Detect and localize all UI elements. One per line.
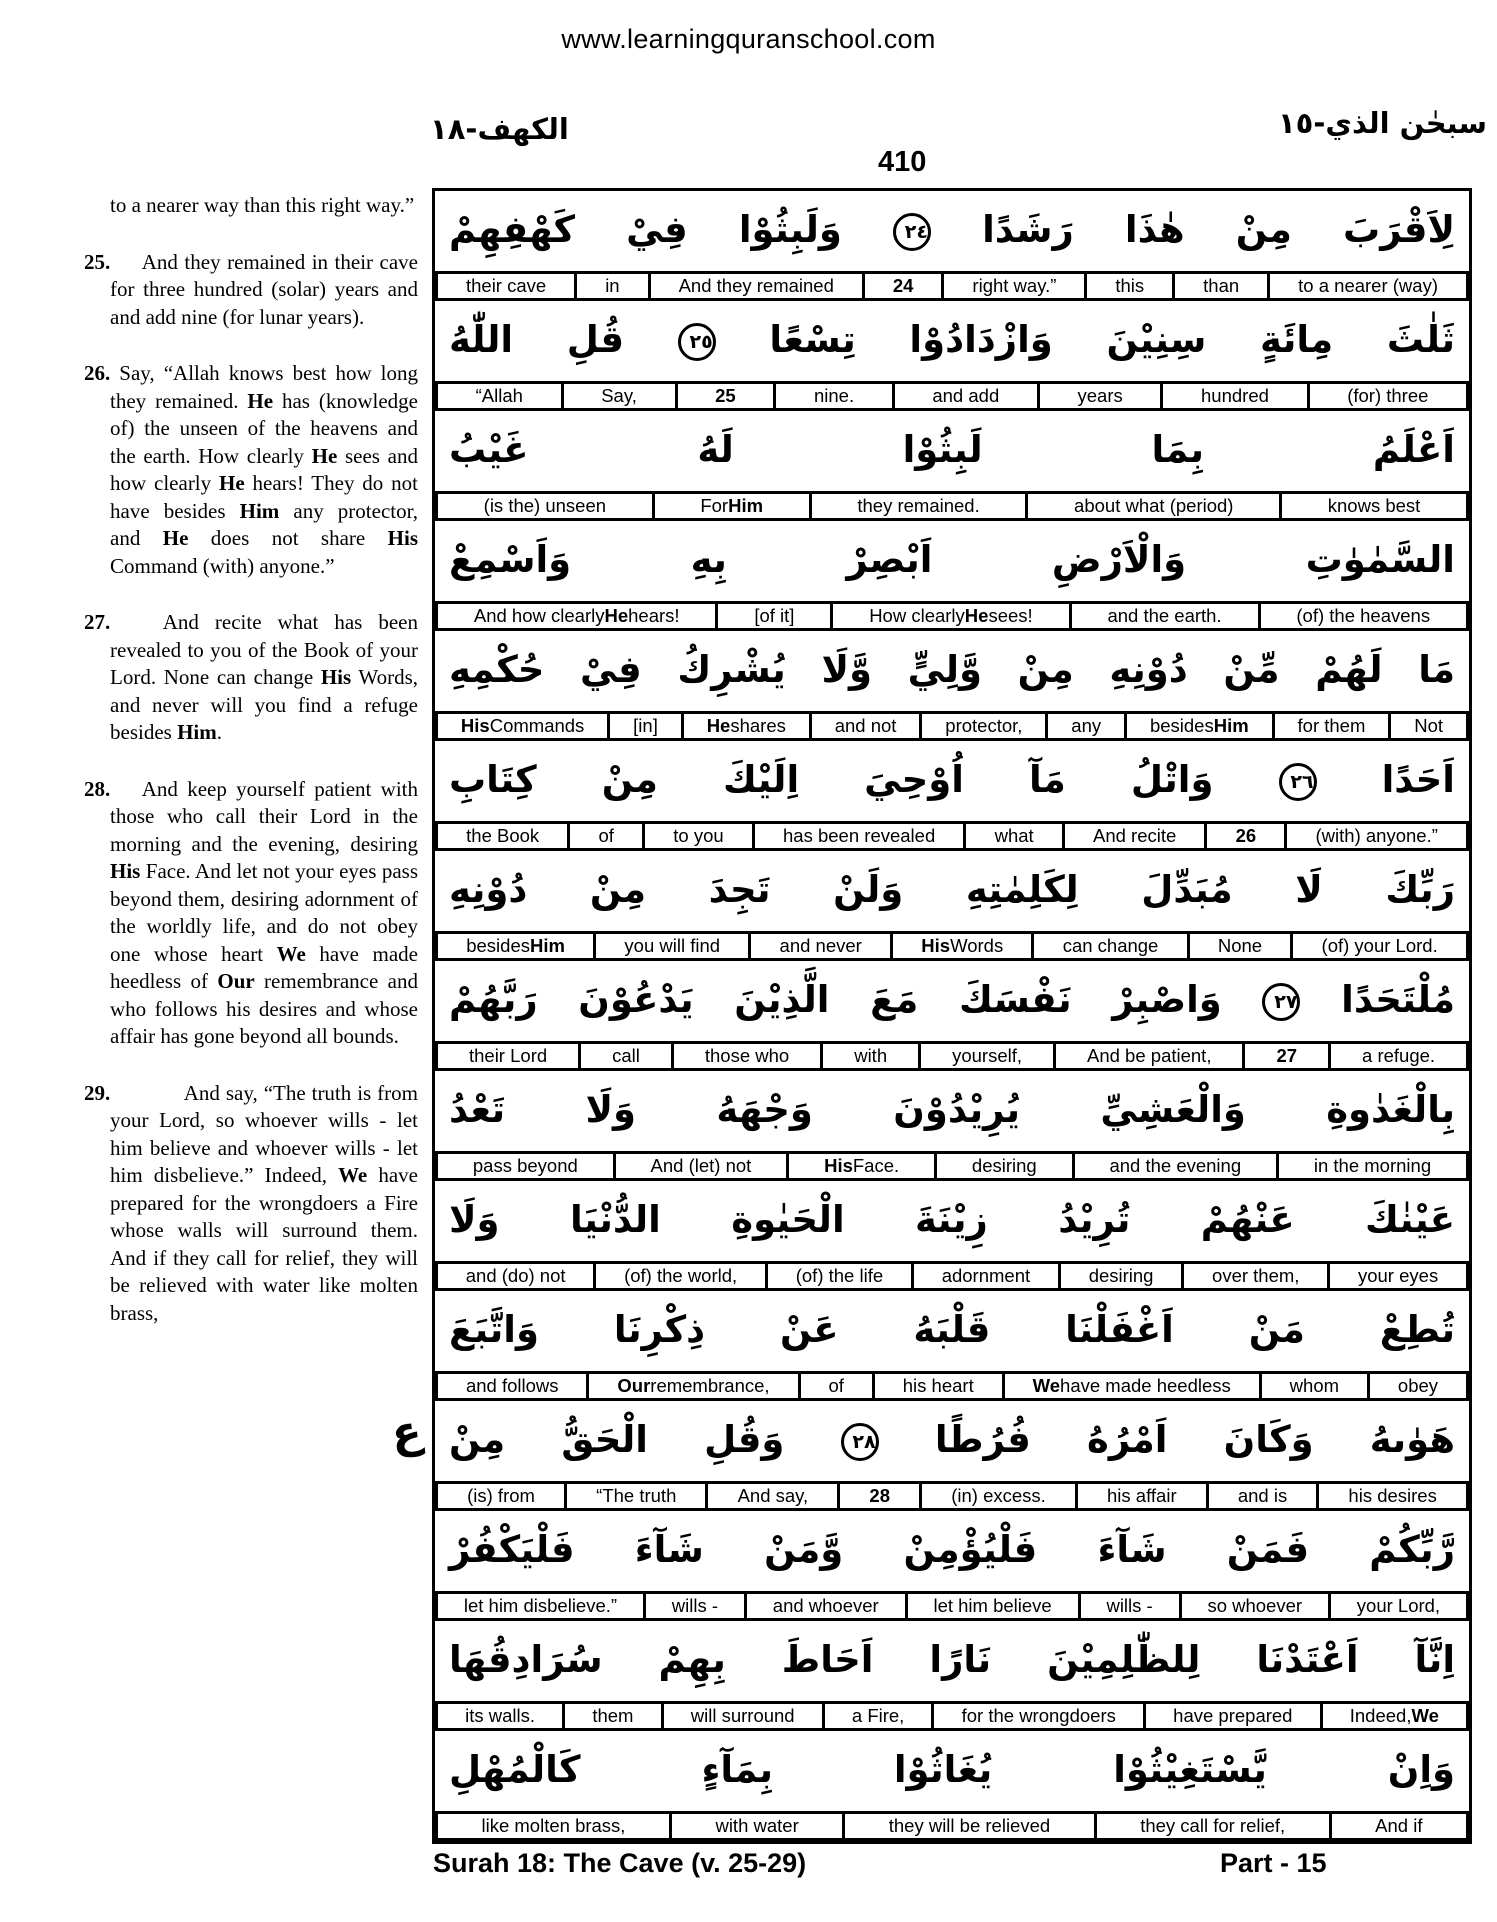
translation-cell: For Him	[652, 491, 812, 521]
translation-cell: desiring	[934, 1151, 1075, 1181]
translation-cell: over them,	[1181, 1261, 1330, 1291]
translation-cell: [in]	[607, 711, 684, 741]
footer-part-label: Part - 15	[1220, 1848, 1327, 1878]
translation-cell: (of) the heavens	[1258, 601, 1469, 631]
translation-cell: they call for relief,	[1094, 1811, 1332, 1841]
arabic-verse-line: اِنَّآ اَعْتَدْنَا لِلظّٰلِمِيْنَ نَارًا اَحَاطَ بِهِمْ سُرَادِقُهَا	[449, 1638, 1455, 1681]
translation-cell: for the wrongdoers	[931, 1701, 1146, 1731]
arabic-verse-line: اَحَدًا ٢٦ وَاتْلُ مَآ اُوْحِيَ اِلَيْكَ مِنْ كِتَابِ	[449, 758, 1455, 801]
translation-cell: in	[574, 271, 650, 301]
translation-cell: [of it]	[715, 601, 833, 631]
verse-paragraph: 26. Say, “Allah knows best how long they remained. He has (knowledge of) the unseen of the heavens and the earth. How clearly He sees and how clearly He hears! They do not have besides Him any protector, and He does not share His Command (with) anyone.”	[84, 361, 419, 578]
translation-row	[435, 1151, 1469, 1181]
translation-row	[435, 381, 1469, 411]
translation-cell: they remained.	[809, 491, 1029, 521]
translation-cell: let him believe	[905, 1591, 1081, 1621]
translation-cell: like molten brass,	[435, 1811, 672, 1841]
translation-row	[435, 711, 1469, 741]
translation-cell: (with) anyone.”	[1284, 821, 1469, 851]
arabic-verse-line: لِاَقْرَبَ مِنْ هٰذَا رَشَدًا ٢٤ وَلَبِثُوْا فِيْ كَهْفِهِمْ	[449, 208, 1456, 251]
translation-cell: his affair	[1075, 1481, 1209, 1511]
translation-row	[435, 1591, 1469, 1621]
word-by-word-table	[432, 188, 1472, 1844]
translation-cell: and never	[748, 931, 893, 961]
arabic-verse-line: ثَلٰثَ مِائَةٍ سِنِيْنَ وَازْدَادُوْا تِسْعًا ٢٥ قُلِ اللّٰهُ	[449, 318, 1455, 361]
footer-surah-label: Surah 18: The Cave (v. 25-29)	[433, 1848, 807, 1878]
translation-cell: so whoever	[1179, 1591, 1331, 1621]
translation-cell: pass beyond	[435, 1151, 616, 1181]
translation-cell: 27	[1242, 1041, 1331, 1071]
header-page-number: 410	[878, 146, 927, 178]
translation-row	[435, 931, 1469, 961]
header-surah-name-arabic: الكهف-١٨	[430, 112, 569, 146]
arabic-verse-line: عَيْنٰكَ عَنْهُمْ تُرِيْدُ زِيْنَةَ الْحَيٰوةِ الدُّنْيَا وَلَا	[449, 1198, 1455, 1241]
translation-row	[435, 491, 1469, 521]
translation-cell: to you	[642, 821, 755, 851]
translation-cell: Say,	[561, 381, 678, 411]
translation-cell: Our remembrance,	[586, 1371, 800, 1401]
translation-cell: let him disbelieve.”	[435, 1591, 646, 1621]
translation-cell: wills -	[1078, 1591, 1182, 1621]
translation-cell: 28	[837, 1481, 922, 1511]
translation-cell: have prepared	[1143, 1701, 1323, 1731]
arabic-verse-line: وَاِنْ يَّسْتَغِيْثُوْا يُغَاثُوْا بِمَآءٍ كَالْمُهْلِ	[449, 1748, 1455, 1791]
verse-paragraph: 28. And keep yourself patient with those who call their Lord in the morning and the evening, desiring His Face. And let not your eyes pass beyond them, desiring adornment of the worldly life, and do not obey one whose heart We have made heedless of Our remembrance and who follows his desires and whose affair has gone beyond all bounds.	[84, 776, 418, 1048]
translation-cell: and the earth.	[1069, 601, 1261, 631]
translation-cell: His Words	[890, 931, 1034, 961]
translation-cell: hundred	[1160, 381, 1309, 411]
translation-cell: of	[567, 821, 645, 851]
translation-cell: and is	[1206, 1481, 1320, 1511]
translation-cell: in the morning	[1276, 1151, 1469, 1181]
translation-cell: their cave	[435, 271, 577, 301]
translation-row	[435, 1701, 1469, 1731]
verse-number-circle: ٢٦	[1279, 763, 1317, 801]
translation-cell: None	[1187, 931, 1294, 961]
translation-cell: can change	[1031, 931, 1189, 961]
translation-cell: right way.”	[941, 271, 1087, 301]
translation-cell: his heart	[872, 1371, 1005, 1401]
translation-cell: you will find	[593, 931, 751, 961]
translation-row	[435, 1371, 1469, 1401]
translation-cell: with water	[669, 1811, 845, 1841]
verse-number-circle: ٢٤	[893, 213, 931, 251]
translation-cell: 25	[675, 381, 777, 411]
translation-cell: (for) three	[1307, 381, 1469, 411]
translation-row	[435, 1481, 1469, 1511]
verse-paragraph: 29. And say, “The truth is from your Lord, so whoever wills - let him believe and whoever wills - let him disbelieve.” Indeed, We have prepared for the wrongdoers a Fire whose walls will surround them. And if they call for relief, they will be relieved with water like molten brass,	[84, 1080, 418, 1325]
translation-cell: they will be relieved	[842, 1811, 1096, 1841]
translation-cell: than	[1172, 271, 1270, 301]
translation-cell: And how clearly He hears!	[435, 601, 718, 631]
translation-cell: and follows	[435, 1371, 589, 1401]
verse-number-circle: ٢٨	[841, 1423, 879, 1461]
translation-row	[435, 1041, 1469, 1071]
translation-cell: and add	[892, 381, 1040, 411]
translation-column	[84, 192, 418, 1356]
verse-paragraph: to a nearer way than this right way.”	[110, 193, 415, 217]
translation-cell: has been revealed	[752, 821, 967, 851]
translation-cell: knows best	[1279, 491, 1469, 521]
arabic-verse-line: مُلْتَحَدًا ٢٧ وَاصْبِرْ نَفْسَكَ مَعَ الَّذِيْنَ يَدْعُوْنَ رَبَّهُمْ	[449, 978, 1455, 1021]
translation-cell: He shares	[681, 711, 812, 741]
translation-cell: His Commands	[435, 711, 610, 741]
translation-cell: this	[1084, 271, 1175, 301]
translation-cell: (is) from	[435, 1481, 567, 1511]
translation-cell: their Lord	[435, 1041, 581, 1071]
translation-cell: and (do) not	[435, 1261, 596, 1291]
translation-cell: (is the) unseen	[435, 491, 655, 521]
translation-cell: Indeed, We	[1320, 1701, 1469, 1731]
arabic-verse-line: السَّمٰوٰتِ وَالْاَرْضِ اَبْصِرْ بِهِ وَاَسْمِعْ	[449, 538, 1455, 581]
translation-cell: Not	[1388, 711, 1469, 741]
verse-number-circle: ٢٥	[678, 323, 716, 361]
translation-cell: And they remained	[648, 271, 865, 301]
translation-cell: for them	[1272, 711, 1392, 741]
translation-cell: obey	[1367, 1371, 1469, 1401]
translation-cell: protector,	[919, 711, 1048, 741]
translation-cell: with	[820, 1041, 921, 1071]
translation-cell: whom	[1259, 1371, 1370, 1401]
translation-cell: And say,	[705, 1481, 840, 1511]
arabic-verse-line: اَعْلَمُ بِمَا لَبِثُوْا لَهُ غَيْبُ	[449, 428, 1455, 471]
translation-cell: We have made heedless	[1002, 1371, 1262, 1401]
verse-number-circle: ٢٧	[1262, 983, 1300, 1021]
translation-cell: your eyes	[1327, 1261, 1469, 1291]
translation-cell: a refuge.	[1328, 1041, 1469, 1071]
arabic-verse-line: مَا لَهُمْ مِّنْ دُوْنِهِ مِنْ وَّلِيٍّ وَّلَا يُشْرِكُ فِيْ حُكْمِهِ	[449, 648, 1455, 691]
translation-cell: of	[798, 1371, 875, 1401]
translation-cell: your Lord,	[1328, 1591, 1469, 1621]
translation-cell: about what (period)	[1025, 491, 1282, 521]
translation-cell: them	[562, 1701, 663, 1731]
header-juz-name-arabic: سبحٰن الذي-١٥	[1277, 106, 1487, 140]
translation-cell: a Fire,	[822, 1701, 935, 1731]
translation-row	[435, 1261, 1469, 1291]
translation-cell: the Book	[435, 821, 570, 851]
translation-cell: And if	[1329, 1811, 1469, 1841]
arabic-verse-line: هَوٰىهُ وَكَانَ اَمْرُهُ فُرُطًا ٢٨ وَقُلِ الْحَقُّ مِنْ	[449, 1418, 1455, 1461]
translation-cell: and not	[809, 711, 923, 741]
arabic-verse-line: رَّبِّكُمْ فَمَنْ شَآءَ فَلْيُؤْمِنْ وَّمَنْ شَآءَ فَلْيَكْفُرْ	[449, 1528, 1455, 1571]
translation-row	[435, 271, 1469, 301]
ruku-marker-icon: ع	[388, 1405, 425, 1460]
translation-cell: 26	[1204, 821, 1287, 851]
translation-cell: His Face.	[786, 1151, 937, 1181]
translation-cell: And (let) not	[613, 1151, 790, 1181]
translation-cell: desiring	[1058, 1261, 1184, 1291]
translation-cell: (of) the world,	[593, 1261, 768, 1291]
translation-row	[435, 1811, 1469, 1841]
translation-cell: How clearly He sees!	[830, 601, 1071, 631]
translation-cell: and whoever	[744, 1591, 908, 1621]
verse-paragraph: 27. And recite what has been revealed to you of the Book of your Lord. None can change His Words, and never will you find a refuge besides Him.	[84, 610, 418, 744]
translation-cell: And recite	[1062, 821, 1208, 851]
translation-cell: will surround	[661, 1701, 825, 1731]
translation-cell: any	[1045, 711, 1127, 741]
arabic-verse-line: بِالْغَدٰوةِ وَالْعَشِيِّ يُرِيْدُوْنَ وَجْهَهُ وَلَا تَعْدُ	[449, 1088, 1455, 1131]
translation-cell: what	[963, 821, 1064, 851]
translation-cell: (in) excess.	[919, 1481, 1078, 1511]
translation-cell: wills -	[643, 1591, 747, 1621]
translation-cell: “Allah	[435, 381, 564, 411]
translation-row	[435, 821, 1469, 851]
verse-paragraph: 25. And they remained in their cave for three hundred (solar) years and and add nine (for lunar years).	[84, 249, 418, 329]
translation-cell: nine.	[773, 381, 894, 411]
translation-cell: besides Him	[1124, 711, 1275, 741]
translation-cell: “The truth	[564, 1481, 708, 1511]
translation-cell: those who	[671, 1041, 823, 1071]
arabic-verse-line: تُطِعْ مَنْ اَغْفَلْنَا قَلْبَهُ عَنْ ذِكْرِنَا وَاتَّبَعَ	[449, 1308, 1455, 1351]
translation-cell: (of) the life	[765, 1261, 914, 1291]
arabic-verse-line: رَبِّكَ لَا مُبَدِّلَ لِكَلِمٰتِهِ وَلَنْ تَجِدَ مِنْ دُوْنِهِ	[449, 868, 1455, 911]
translation-cell: 24	[862, 271, 945, 301]
translation-cell: and the evening	[1072, 1151, 1279, 1181]
translation-row	[435, 601, 1469, 631]
translation-cell: its walls.	[435, 1701, 565, 1731]
translation-cell: yourself,	[918, 1041, 1056, 1071]
translation-cell: his desires	[1316, 1481, 1469, 1511]
translation-cell: (of) your Lord.	[1290, 931, 1469, 961]
translation-cell: call	[578, 1041, 674, 1071]
translation-cell: adornment	[911, 1261, 1061, 1291]
translation-cell: And be patient,	[1053, 1041, 1245, 1071]
website-url: www.learningquranschool.com	[561, 24, 936, 54]
translation-cell: years	[1037, 381, 1164, 411]
translation-cell: to a nearer (way)	[1267, 271, 1469, 301]
translation-cell: besides Him	[435, 931, 596, 961]
